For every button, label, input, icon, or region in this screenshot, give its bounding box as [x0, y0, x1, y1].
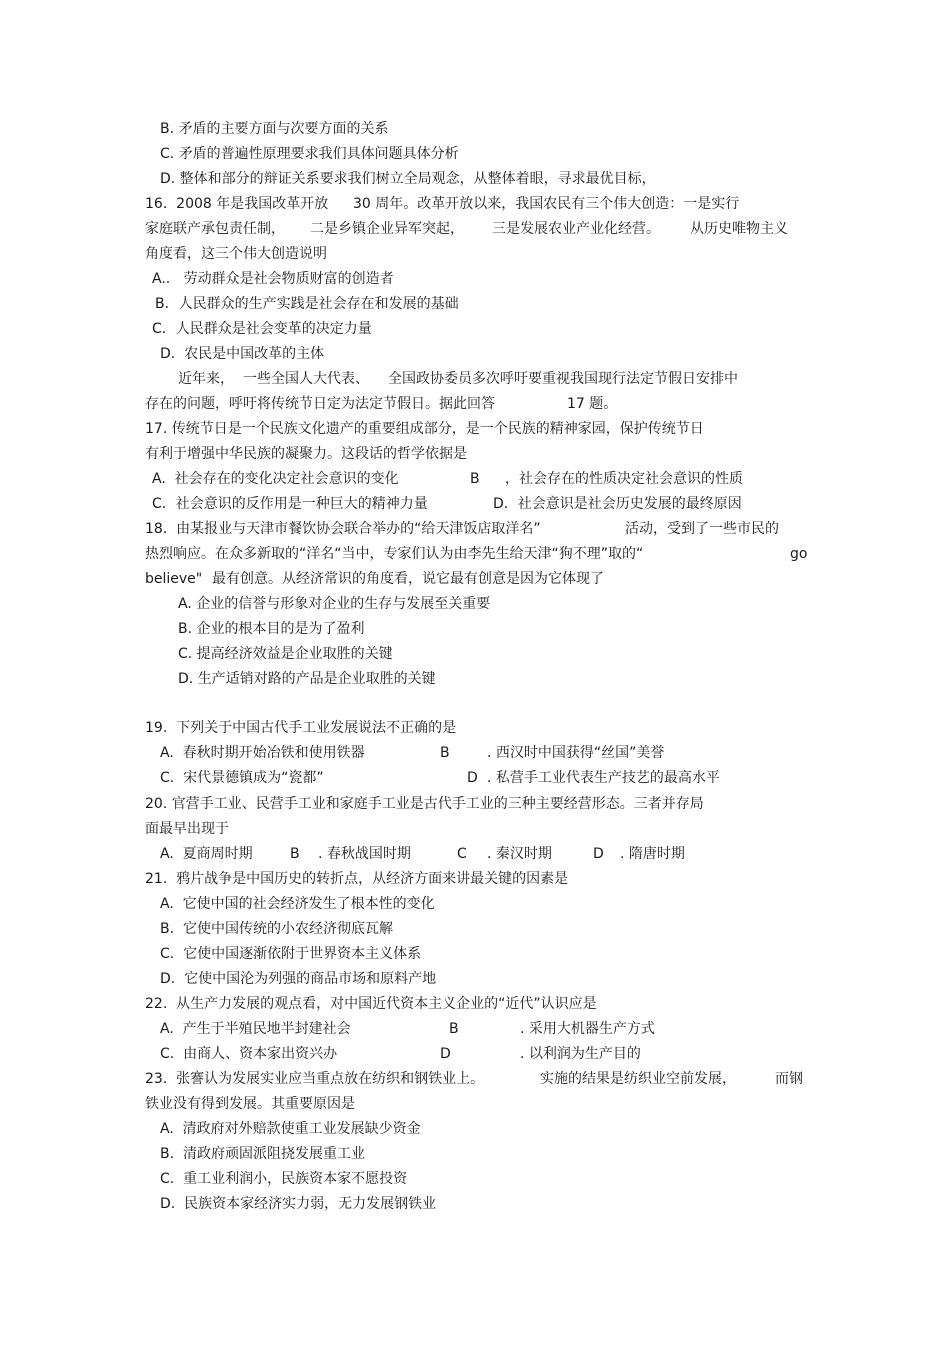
q19-option-c-text: C. 宋代景德镇成为“瓷都” — [160, 770, 324, 786]
q22-option-a-text: A. 产生于半殖民地半封建社会 — [160, 1021, 351, 1037]
q18-option-a-text: A. 企业的信誉与形象对企业的生存与发展至关重要 — [178, 596, 491, 612]
q16-option-c-text: C．人民群众是社会变革的决定力量 — [152, 321, 372, 337]
q23-stem-1a: 23. 张謇认为发展实业应当重点放在纺织和钢铁业上。 — [145, 1071, 485, 1087]
q18-option-c-text: C. 提高经济效益是企业取胜的关键 — [178, 646, 393, 662]
q20-option-d-text: . 隋唐时期 — [620, 846, 685, 862]
q22-option-d-text: . 以利润为生产目的 — [520, 1046, 641, 1062]
q23-stem-2: 铁业没有得到发展。其重要原因是 — [145, 1096, 355, 1112]
q18-option-d-text: D. 生产适销对路的产品是企业取胜的关键 — [178, 671, 436, 687]
intro17-1c: 全国政协委员多次呼吁要重视我国现行法定节假日安排中 — [388, 371, 738, 387]
q20-stem-2: 面最早出现于 — [145, 821, 229, 837]
intro17-2b: 17 题。 — [567, 396, 618, 412]
q20-option-d-letter: D — [593, 846, 604, 862]
q20-option-b-letter: B — [290, 846, 300, 862]
q18-stem-2a: 热烈响应。在众多新取的“洋名“当中，专家们认为由李先生给天津“狗不理”取的“ — [145, 546, 644, 562]
q22-option-d-letter: D — [440, 1046, 451, 1062]
q17-option-c-text: C．社会意识的反作用是一种巨大的精神力量 — [152, 496, 428, 512]
q19-option-d-letter: D — [467, 770, 478, 786]
q22-stem-text: 22. 从生产力发展的观点看，对中国近代资本主义企业的“近代”认识应是 — [145, 996, 597, 1012]
q17-option-b-text: ，社会存在的性质决定社会意识的性质 — [505, 471, 743, 487]
q16-stem-2c: 三是发展农业产业化经营。 — [492, 221, 660, 237]
q22-option-b-letter: B — [449, 1021, 459, 1037]
q18-stem-2b: go — [790, 546, 808, 562]
q16-stem-1a: 16. 2008 年是我国改革开放 — [145, 196, 329, 212]
q18-option-b-text: B. 企业的根本目的是为了盈利 — [178, 621, 365, 637]
q23-option-c-text: C. 重工业利润小，民族资本家不愿投资 — [160, 1171, 408, 1187]
q20-option-a-text: A. 夏商周时期 — [160, 846, 253, 862]
q21-option-d-text: D. 它使中国沦为列强的商品市场和原料产地 — [160, 971, 437, 987]
q17-option-b-letter: B — [470, 471, 480, 487]
q21-option-a-text: A. 它使中国的社会经济发生了根本性的变化 — [160, 896, 435, 912]
q19-option-a-text: A. 春秋时期开始冶铁和使用铁器 — [160, 745, 365, 761]
q20-option-c-text: . 秦汉时期 — [487, 846, 552, 862]
q15-option-d-text: D. 整体和部分的辩证关系要求我们树立全局观念，从整体着眼，寻求最优目标， — [160, 171, 656, 187]
q16-option-d-text: D. 农民是中国改革的主体 — [160, 346, 325, 362]
q23-stem-1b: 实施的结果是纺织业空前发展， — [540, 1071, 736, 1087]
q19-stem-text: 19. 下列关于中国古代手工业发展说法不正确的是 — [145, 720, 457, 736]
q22-option-b-text: . 采用大机器生产方式 — [520, 1021, 655, 1037]
intro17-1b: 一些全国人大代表、 — [243, 371, 369, 387]
q20-option-b-text: . 春秋战国时期 — [318, 846, 411, 862]
q17-stem-1: 17. 传统节日是一个民族文化遗产的重要组成部分，是一个民族的精神家园，保护传统节日 — [145, 421, 704, 437]
q18-stem-1a: 18. 由某报业与天津市餐饮协会联合举办的“给天津饭店取洋名” — [145, 521, 541, 537]
q23-option-a-text: A. 清政府对外赔款使重工业发展缺少资金 — [160, 1121, 421, 1137]
q21-option-b-text: B. 它使中国传统的小农经济彻底瓦解 — [160, 921, 393, 937]
q23-option-d-text: D. 民族资本家经济实力弱，无力发展钢铁业 — [160, 1196, 437, 1212]
q17-option-d-text: D．社会意识是社会历史发展的最终原因 — [493, 496, 742, 512]
q17-option-a-text: A. 社会存在的变化决定社会意识的变化 — [152, 471, 399, 487]
q19-option-b-letter: B — [440, 745, 450, 761]
q19-option-d-text: . 私营手工业代表生产技艺的最高水平 — [487, 770, 720, 786]
q18-stem-3b: 最有创意。从经济常识的角度看，说它最有创意是因为它体现了 — [212, 571, 604, 587]
q16-option-a-text: A.. 劳动群众是社会物质财富的创造者 — [152, 271, 394, 287]
q21-option-c-text: C. 它使中国逐渐依附于世界资本主义体系 — [160, 946, 422, 962]
q20-stem-1: 20. 官营手工业、民营手工业和家庭手工业是古代手工业的三种主要经营形态。三者并存局 — [145, 796, 704, 812]
q18-stem-3a: believe" — [145, 571, 203, 587]
intro17-2a: 存在的问题，呼吁将传统节日定为法定节假日。据此回答 — [145, 396, 495, 412]
q21-stem-text: 21. 鸦片战争是中国历史的转折点，从经济方面来讲最关键的因素是 — [145, 871, 569, 887]
q16-stem-2a: 家庭联产承包责任制， — [145, 221, 285, 237]
q23-stem-1c: 而钢 — [775, 1071, 803, 1087]
intro17-1a: 近年来， — [178, 371, 234, 387]
q16-option-b-text: B．人民群众的生产实践是社会存在和发展的基础 — [155, 296, 459, 312]
q15-option-b-text: B. 矛盾的主要方面与次要方面的关系 — [160, 121, 389, 137]
q16-stem-1b: 30 周年。改革开放以来，我国农民有三个伟大创造：一是实行 — [353, 196, 740, 212]
q23-option-b-text: B. 清政府顽固派阻挠发展重工业 — [160, 1146, 365, 1162]
q18-stem-1b: 活动，受到了一些市民的 — [625, 521, 779, 537]
q17-stem-2: 有利于增强中华民族的凝聚力。这段话的哲学依据是 — [145, 446, 467, 462]
q15-option-c-text: C. 矛盾的普遍性原理要求我们具体问题具体分析 — [160, 146, 459, 162]
q16-stem-3: 角度看，这三个伟大创造说明 — [145, 246, 327, 262]
q16-stem-2b: 二是乡镇企业异军突起， — [310, 221, 464, 237]
q20-option-c-letter: C — [457, 846, 467, 862]
q22-option-c-text: C. 由商人、资本家出资兴办 — [160, 1046, 338, 1062]
q16-stem-2d: 从历史唯物主义 — [690, 221, 788, 237]
q19-option-b-text: . 西汉时中国获得“丝国”美誉 — [487, 745, 665, 761]
